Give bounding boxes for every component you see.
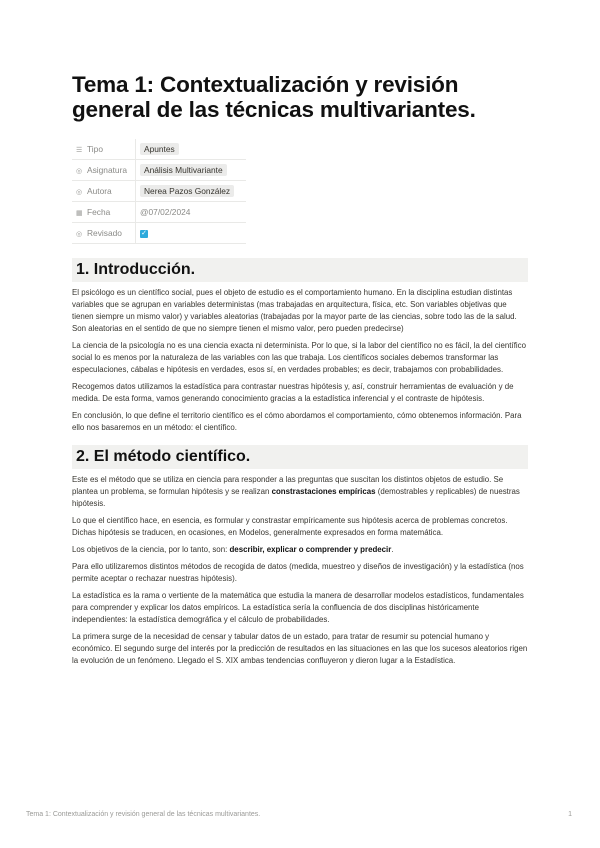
paragraph: La primera surge de la necesidad de censar y tabular datos de un estado, para tratar de resumir su potencial humano y económico. El segundo surge del interés por la predicción de resultados en las situaciones en las que los sucesos aleatorios rigen la evolución de un fenómeno. Llegado el S. XIX ambas tendencias confluyeron y dieron lugar a la Estadística. xyxy=(72,632,528,665)
revisado-checkbox[interactable]: ✓ xyxy=(141,229,147,237)
section-introduccion xyxy=(72,258,528,434)
bold-text: describir, explicar o comprender y predecir xyxy=(229,545,392,554)
section-heading: 1. Introducción. xyxy=(72,258,528,282)
properties-table xyxy=(72,139,246,244)
page-number: 1 xyxy=(568,811,572,818)
paragraph: Lo que el científico hace, en esencia, es formular y constrastar empíricamente sus hipótesis acerca de problemas concretos. Dichas hipótesis se traducen, en ocasiones, en Modelos, generalmente expresados en forma matemática. xyxy=(72,516,508,537)
tipo-tag[interactable]: Apuntes xyxy=(140,143,179,155)
footer-title: Tema 1: Contextualización y revisión general de las técnicas multivariantes. xyxy=(26,811,261,818)
property-row-tipo xyxy=(72,139,246,160)
property-row-revisado xyxy=(72,223,246,244)
property-label: Asignatura xyxy=(87,165,128,175)
paragraph: En conclusión, lo que define el territorio científico es el cómo abordamos el comportamiento, cómo obtenemos información. Para ello nos basaremos en un método: el científico. xyxy=(72,411,522,432)
paragraph: La estadística es la rama o vertiente de la matemática que estudia la manera de desarrollar modelos estadísticos, fundamentales para comprender y explicar los datos empíricos. La estadística sería la confluencia de dos disciplinas históricamente independientes: la estadística demográfica y el cálculo de probabilidades. xyxy=(72,591,524,624)
bold-text: constrastaciones empíricas xyxy=(271,487,376,496)
autora-tag[interactable]: Nerea Pazos González xyxy=(140,185,234,197)
property-label: Revisado xyxy=(87,228,122,238)
property-label: Autora xyxy=(87,186,112,196)
page-footer xyxy=(26,811,572,818)
list-icon: ☰ xyxy=(76,147,83,154)
property-row-fecha xyxy=(72,202,246,223)
paragraph: Los objetivos de la ciencia, por lo tanto, son: describir, explicar o comprender y predecir. xyxy=(72,545,394,554)
section-metodo-cientifico xyxy=(72,445,528,667)
paragraph: El psicólogo es un científico social, pues el objeto de estudio es el comportamiento humano. En la disciplina estudian distintas variables que se agrupan en variables deterministas (mas trabajadas en arquitectura, física, etc. Son variables objetivas que tienen siempre un mismo valor) y variables aleatorias (trabajadas por la mayor parte de las ciencias, sobre todo las de la salud. Son aleatorias en el sentido de que no siempre tienen el mismo valor, pero pueden predecirse) xyxy=(72,288,517,333)
paragraph: Este es el método que se utiliza en ciencia para responder a las preguntas que suscitan los distintos objetos de estudio. Se plantea un problema, se formulan hipótesis y se realizan constrastaciones empíricas (demostrables y replicables) de nuestras hipótesis. xyxy=(72,475,520,508)
document-page xyxy=(72,72,528,667)
paragraph: Recogemos datos utilizamos la estadística para contrastar nuestras hipótesis y, así, construir herramientas de evaluación y de medida. De esta forma, vamos generando conocimiento gracias a la estadística inferencial y el contraste de hipótesis. xyxy=(72,382,514,403)
circle-icon: ◎ xyxy=(76,231,83,238)
asignatura-tag[interactable]: Análisis Multivariante xyxy=(140,164,227,176)
circle-icon: ◎ xyxy=(76,168,83,175)
calendar-icon: ▦ xyxy=(76,210,83,217)
property-row-asignatura xyxy=(72,160,246,181)
paragraph: Para ello utilizaremos distintos métodos de recogida de datos (medida, muestreo y diseños de investigación) y la estadística (nos permite aceptar o rechazar nuestras hipótesis). xyxy=(72,562,524,583)
circle-icon: ◎ xyxy=(76,189,83,196)
fecha-value[interactable]: @07/02/2024 xyxy=(140,207,191,217)
property-label: Fecha xyxy=(87,207,111,217)
property-label: Tipo xyxy=(87,144,103,154)
section-heading: 2. El método científico. xyxy=(72,445,528,469)
property-row-autora xyxy=(72,181,246,202)
page-title: Tema 1: Contextualización y revisión general de las técnicas multivariantes. xyxy=(72,72,476,122)
paragraph: La ciencia de la psicología no es una ciencia exacta ni determinista. Por lo que, si la labor del científico no es fácil, la del científico social lo es menos por la naturaleza de las variables con las que trabaja. Los científicos sociales debemos transformar las especulaciones, cábalas e hipótesis en verdades, esos sí, en verdades probables; es decir, trabajamos con probabilidades. xyxy=(72,341,526,374)
